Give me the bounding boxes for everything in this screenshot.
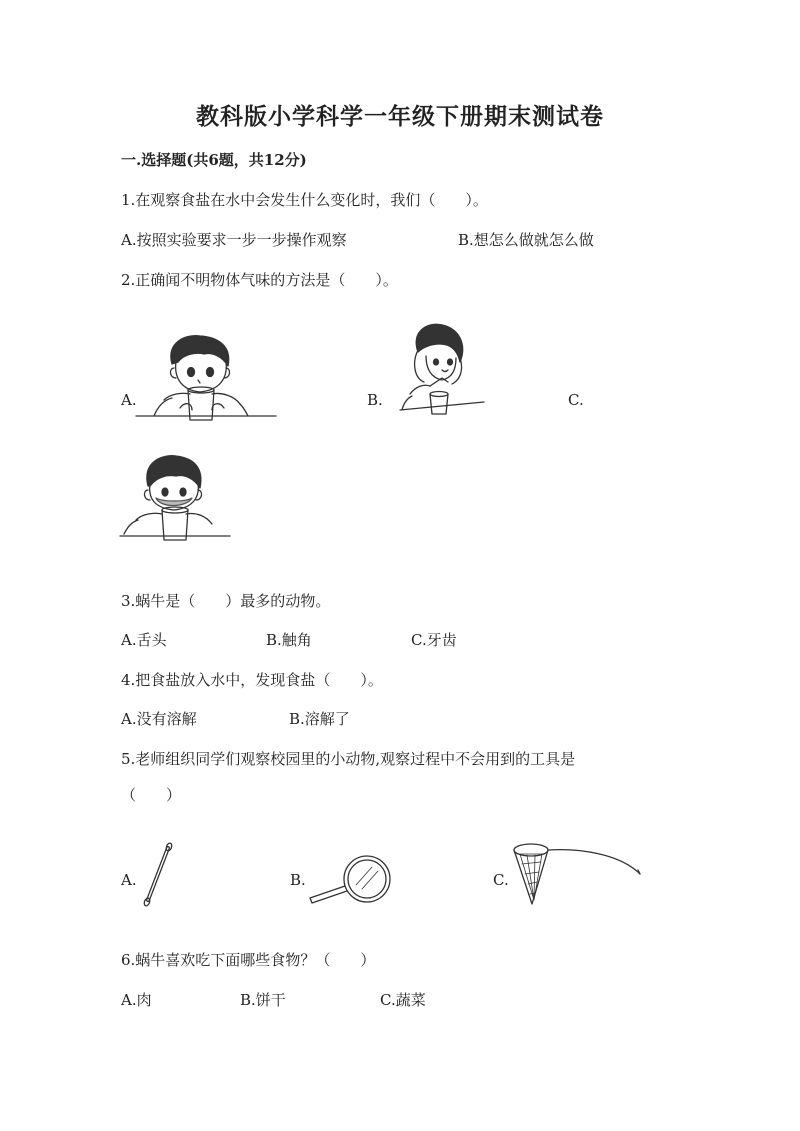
q1-option-b: B.想怎么做就怎么做 (458, 231, 594, 249)
q1-option-a: A.按照实验要求一步一步操作观察 (121, 231, 347, 249)
q2-option-a: A. (121, 391, 137, 409)
section-heading: 一.选择题(共6题，共12分) (121, 151, 307, 169)
q6-option-b: B.饼干 (240, 991, 286, 1009)
q5-option-c: C. (493, 871, 509, 889)
q5-option-a: A. (121, 871, 137, 889)
insect-net-icon (510, 840, 645, 908)
q6-option-c: C.蔬菜 (380, 991, 426, 1009)
q3-option-b: B.触角 (266, 631, 312, 649)
page-title: 教科版小学科学一年级下册期末测试卷 (196, 103, 604, 130)
magnifying-glass-icon (306, 855, 396, 905)
q4-option-b: B.溶解了 (289, 710, 350, 728)
q5-option-b: B. (290, 871, 306, 889)
q2-option-c: C. (568, 391, 584, 409)
boy-smelling-cup-icon (136, 332, 276, 427)
q3-option-c: C.牙齿 (411, 631, 457, 649)
q2-option-b: B. (367, 391, 383, 409)
question-4: 4.把食盐放入水中，发现食盐（ ）。 (121, 671, 383, 689)
question-5-continuation: （ ） (121, 786, 182, 804)
question-1: 1.在观察食盐在水中会发生什么变化时，我们（ ）。 (121, 191, 488, 209)
question-5: 5.老师组织同学们观察校园里的小动物,观察过程中不会用到的工具是 (121, 750, 576, 768)
q4-option-a: A.没有溶解 (121, 710, 197, 728)
boy-masked-cup-icon (120, 452, 230, 544)
cotton-swab-icon (140, 842, 180, 908)
question-3: 3.蜗牛是（ ）最多的动物。 (121, 592, 331, 610)
girl-fanning-cup-icon (390, 322, 490, 418)
q6-option-a: A.肉 (121, 991, 152, 1009)
question-2: 2.正确闻不明物体气味的方法是（ ）。 (121, 271, 398, 289)
question-6: 6.蜗牛喜欢吃下面哪些食物？（ ） (121, 951, 376, 969)
q3-option-a: A.舌头 (121, 631, 167, 649)
